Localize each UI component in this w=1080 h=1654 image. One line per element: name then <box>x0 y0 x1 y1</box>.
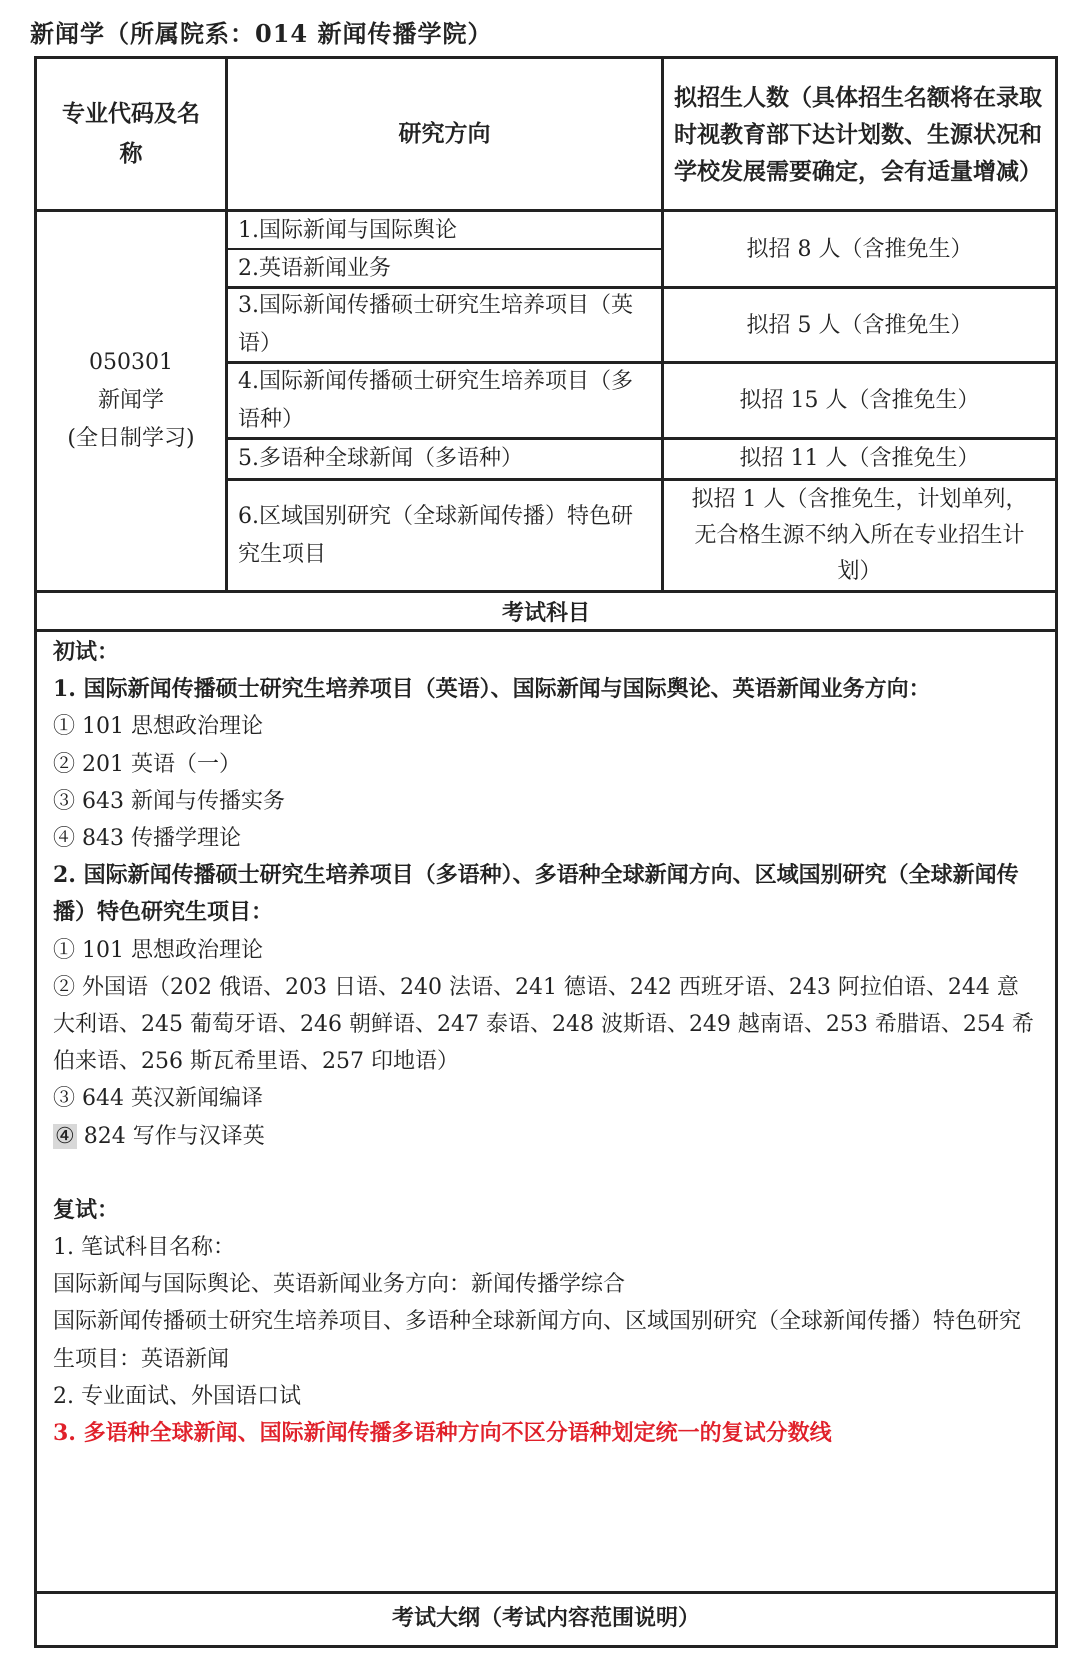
exam-subjects-title: 考试科目 <box>501 599 590 626</box>
direction-3: 3.国际新闻传播硕士研究生培养项目（英语） <box>238 292 633 356</box>
quota-1: 拟招 8 人（含推免生） <box>746 236 973 262</box>
retest-item-1: 1. 笔试科目名称： <box>53 1235 235 1261</box>
direction-5: 5.多语种全球新闻（多语种） <box>238 446 523 471</box>
retest-item-2: 2. 专业面试、外国语口试 <box>53 1383 301 1409</box>
direction-1: 1.国际新闻与国际舆论 <box>238 217 457 243</box>
initial-group2-item-1: ① 101 思想政治理论 <box>53 937 263 963</box>
retest-item-1-line-1: 国际新闻与国际舆论、英语新闻业务方向：新闻传播学综合 <box>53 1272 626 1298</box>
page-heading: 新闻学（所属院系：014 新闻传播学院） <box>30 19 493 48</box>
direction-6: 6.区域国别研究（全球新闻传播）特色研究生项目 <box>238 503 633 567</box>
initial-group1-item-2: ② 201 英语（一） <box>53 751 241 777</box>
grid-line <box>37 209 1055 212</box>
direction-2: 2.英语新闻业务 <box>238 255 391 281</box>
header-direction <box>228 59 661 209</box>
grid-line <box>228 361 1055 364</box>
major-cell <box>37 212 225 590</box>
spacer <box>53 1155 1039 1192</box>
initial-group2-item-3: ③ 644 英汉新闻编译 <box>53 1086 263 1112</box>
initial-group1-title: 1. 国际新闻传播硕士研究生培养项目（英语）、国际新闻与国际舆论、英语新闻业务方向： <box>53 676 931 703</box>
admission-table <box>34 56 1058 1648</box>
initial-group2-title: 2. 国际新闻传播硕士研究生培养项目（多语种）、多语种全球新闻方向、区域国别研究（全球新闻传播）特色研究生项目： <box>53 862 1019 926</box>
syllabus-title: 考试大纲（考试内容范围说明） <box>391 1604 700 1631</box>
grid-line <box>228 248 661 250</box>
header-direction-text: 研究方向 <box>398 120 491 147</box>
initial-group1-item-3: ③ 643 新闻与传播实务 <box>53 788 285 814</box>
direction-4: 4.国际新闻传播硕士研究生培养项目（多语种） <box>238 368 633 432</box>
grid-line <box>225 59 228 590</box>
grid-line <box>228 437 1055 440</box>
grid-line <box>661 59 664 590</box>
initial-group1-item-4: ④ 843 传播学理论 <box>53 826 241 852</box>
header-quota <box>664 59 1055 209</box>
retest-label: 复试： <box>53 1196 120 1223</box>
header-major-text: 专业代码及名称 <box>62 100 200 167</box>
highlight-marker: ④ <box>55 1123 75 1149</box>
initial-label: 初试： <box>53 639 120 665</box>
header-major <box>37 59 225 209</box>
major-name: 新闻学 <box>97 388 164 413</box>
retest-item-3: 3. 多语种全球新闻、国际新闻传播多语种方向不区分语种划定统一的复试分数线 <box>53 1420 832 1447</box>
retest-item-1-line-2: 国际新闻传播硕士研究生培养项目、多语种全球新闻方向、区域国别研究（全球新闻传播）特色研究生项目：英语新闻 <box>53 1309 1022 1372</box>
exam-content <box>53 634 1039 1452</box>
initial-group2-item-2: ② 外国语（202 俄语、203 日语、240 法语、241 德语、242 西班牙语、243 阿拉伯语、244 意大利语、245 葡萄牙语、246 朝鲜语、247 泰语、248 波斯语、249 越南语、253 希腊语、254 希伯来语、256 斯瓦希里语、257 印地语） <box>53 974 1034 1075</box>
header-quota-text: 拟招生人数（具体招生名额将在录取时视教育部下达计划数、生源状况和学校发展需要确定，会有适量增减） <box>674 83 1042 185</box>
quota-2: 拟招 5 人（含推免生） <box>746 312 973 338</box>
grid-line <box>37 629 1055 632</box>
initial-group1-item-1: ① 101 思想政治理论 <box>53 714 263 740</box>
quota-4: 拟招 11 人（含推免生） <box>739 446 980 471</box>
grid-line <box>228 286 1055 289</box>
initial-group2-item-4: ④ 824 写作与汉译英 <box>55 1123 265 1149</box>
grid-line <box>228 478 1055 481</box>
quota-5: 拟招 1 人（含推免生，计划单列，无合格生源不纳入所在专业招生计划） <box>691 486 1028 584</box>
quota-3: 拟招 15 人（含推免生） <box>739 387 980 413</box>
major-mode: (全日制学习) <box>67 426 195 451</box>
major-code: 050301 <box>89 350 173 375</box>
